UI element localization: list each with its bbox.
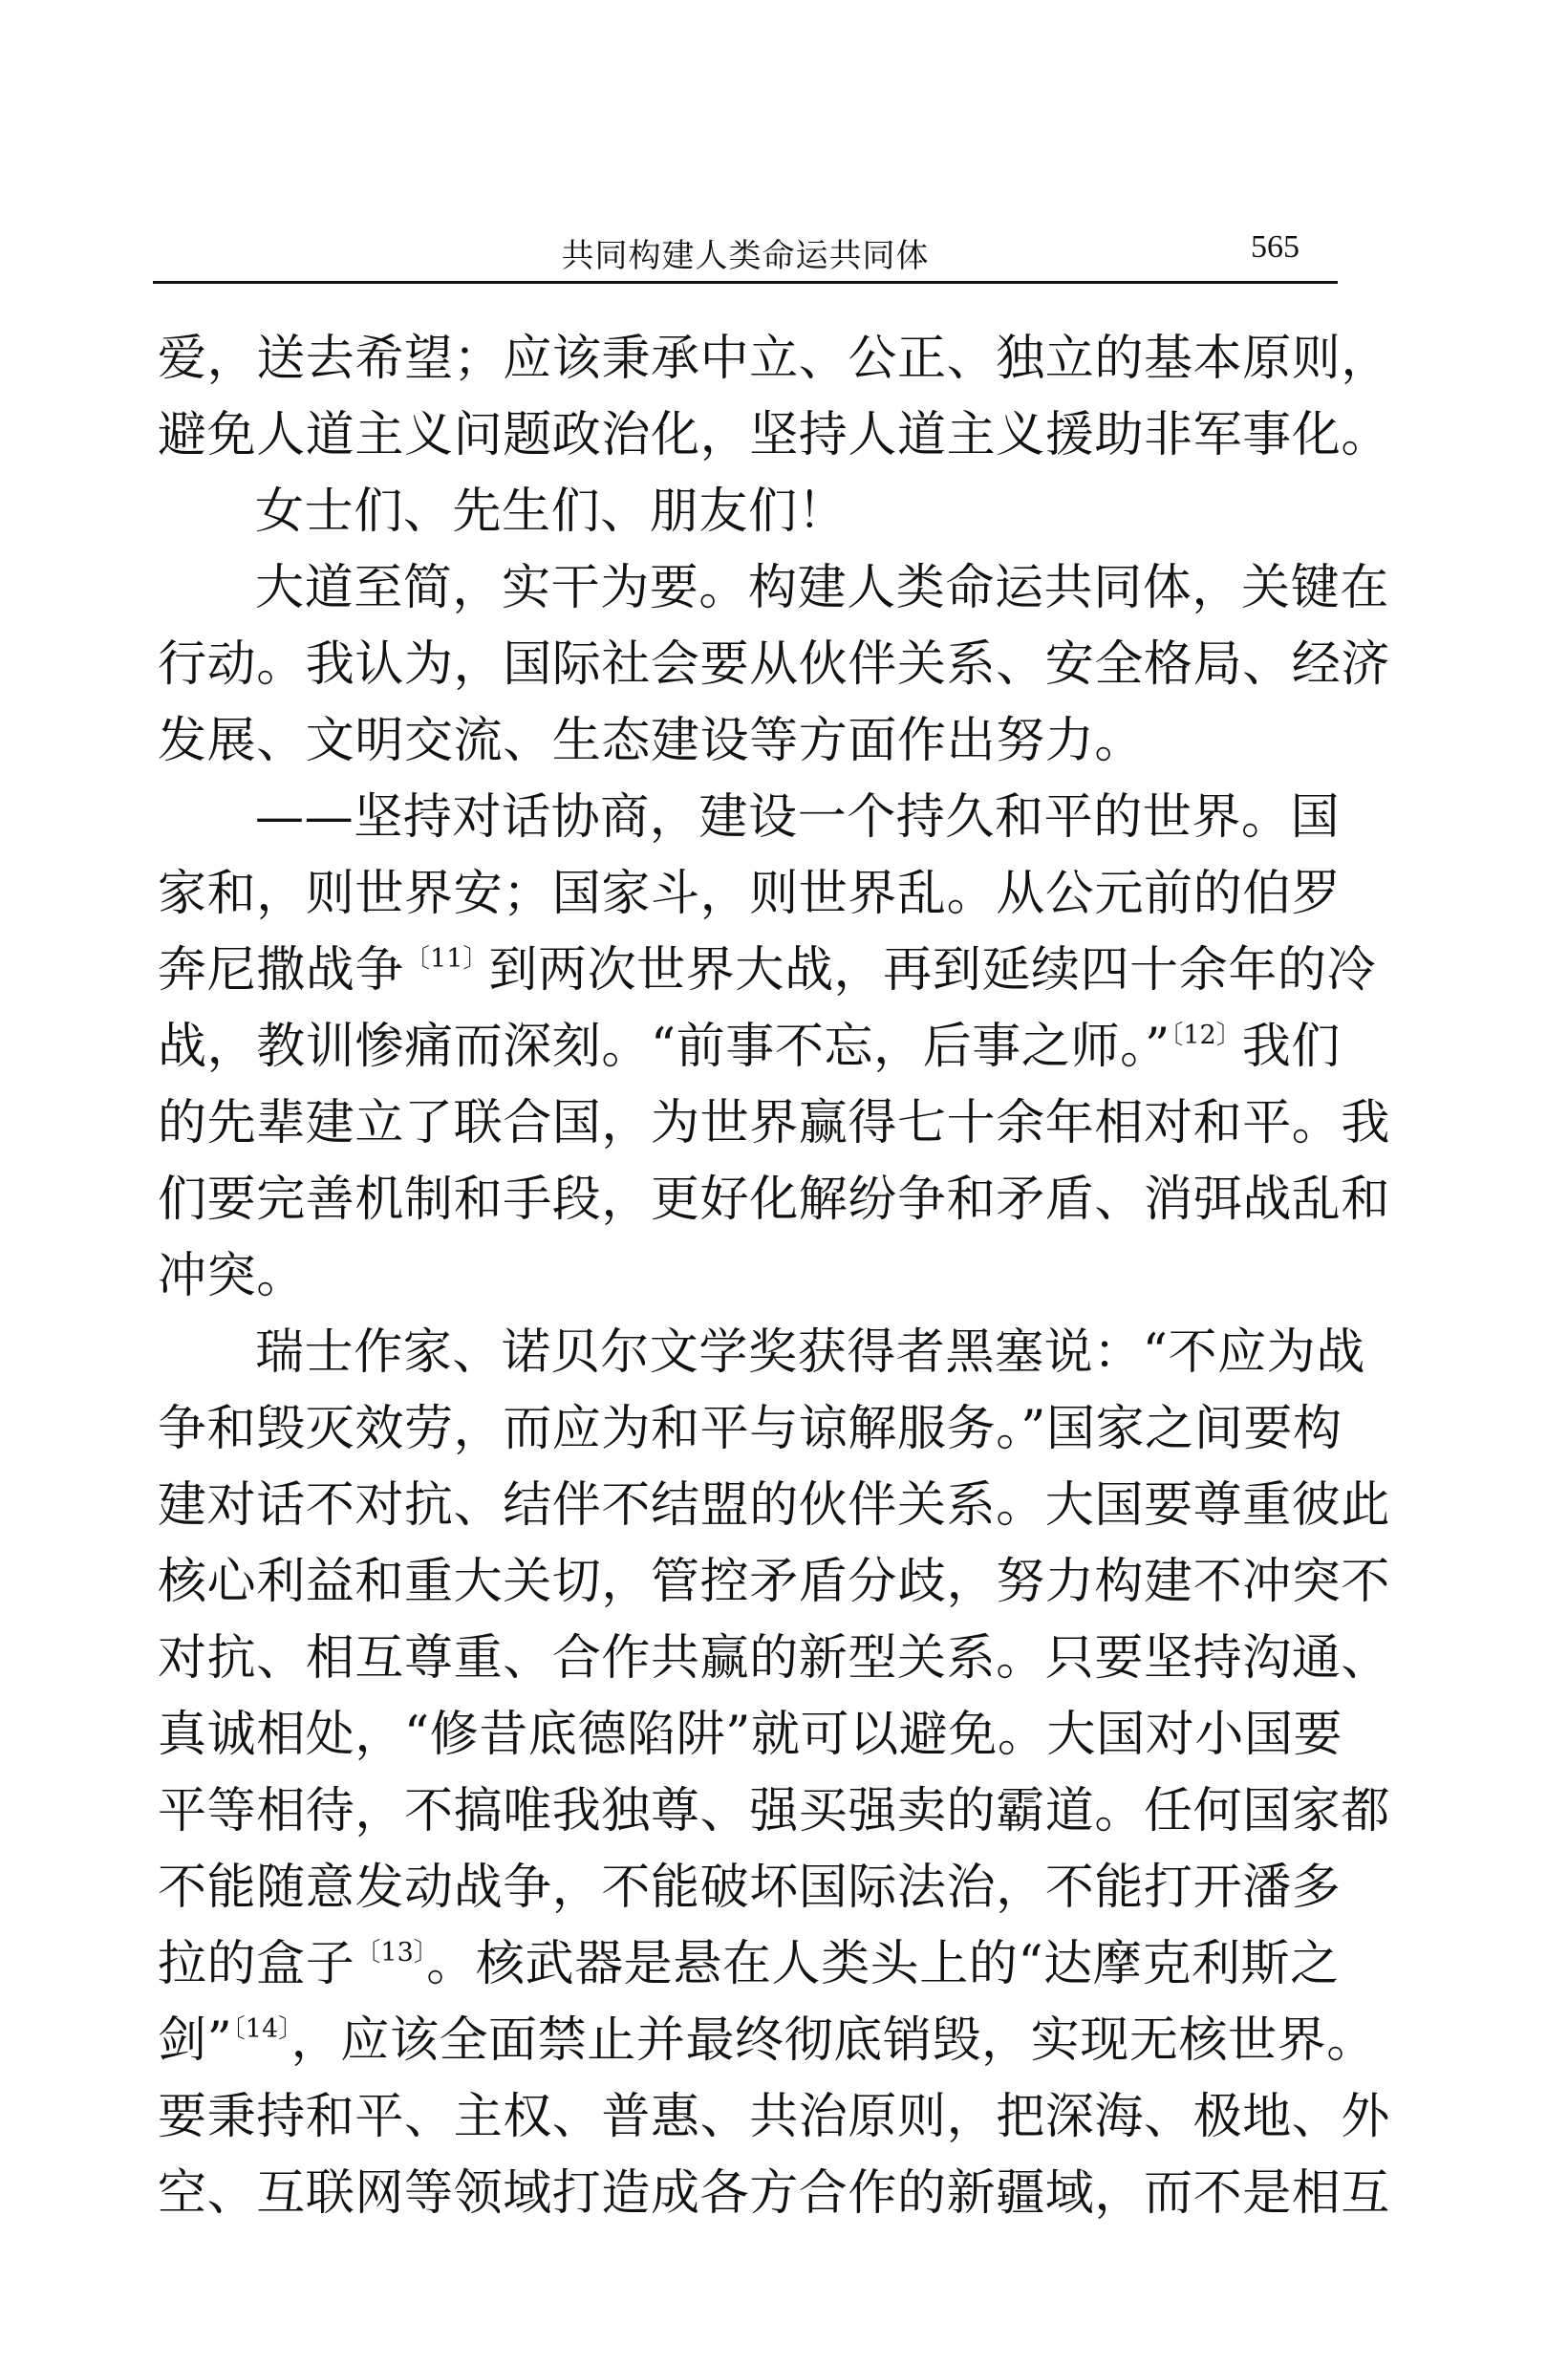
text-line: 大道至简，实干为要。构建人类命运共同体，关键在 (255, 560, 1389, 616)
footnote-ref-14: 〔14〕 (232, 2014, 291, 2044)
text-line (158, 933, 1377, 1009)
text-line: 发展、文明交流、生态建设等方面作出努力。 (158, 713, 1145, 769)
text-run: 拉的盒子 (158, 1936, 355, 1992)
text-line: 真诚相处，“修昔底德陷阱”就可以避免。大国对小国要 (158, 1707, 1343, 1763)
text-run: 到两次世界大战，再到延续四十余年的冷 (488, 942, 1377, 999)
footnote-ref-11: 〔11〕 (404, 944, 489, 974)
text-run: 奔尼撒战争 (158, 942, 405, 999)
text-line: 们要完善机制和手段，更好化解纷争和矛盾、消弭战乱和 (158, 1172, 1391, 1228)
running-header (153, 218, 1338, 285)
text-line: 核心利益和重大关切，管控矛盾分歧，努力构建不冲突不 (158, 1554, 1391, 1610)
text-line: 避免人道主义问题政治化，坚持人道主义援助非军事化。 (158, 407, 1391, 463)
text-line (158, 1009, 1341, 1086)
text-line: 不能随意发动战争，不能破坏国际法治，不能打开潘多 (158, 1860, 1342, 1916)
text-run: 剑” (158, 2012, 233, 2069)
text-line: 要秉持和平、主权、普惠、共治原则，把深海、极地、外 (158, 2089, 1391, 2145)
text-line (158, 1926, 1338, 2003)
text-line: 家和，则世界安；国家斗，则世界乱。从公元前的伯罗 (158, 866, 1342, 922)
body-text (158, 321, 1391, 2232)
text-line: 平等相待，不搞唯我独尊、强买强卖的霸道。任何国家都 (158, 1783, 1391, 1839)
text-line: 建对话不对抗、结伴不结盟的伙伴关系。大国要尊重彼此 (158, 1477, 1391, 1534)
text-line: ——坚持对话协商，建设一个持久和平的世界。国 (255, 789, 1341, 846)
text-line (158, 2003, 1376, 2079)
text-line: 女士们、先生们、朋友们！ (255, 484, 848, 540)
text-run: ，应该全面禁止并最终彻底销毁，实现无核世界。 (290, 2012, 1376, 2069)
text-line: 冲突。 (158, 1248, 306, 1304)
page-number: 565 (1251, 229, 1300, 265)
text-line: 的先辈建立了联合国，为世界赢得七十余年相对和平。我 (158, 1095, 1391, 1151)
text-line: 争和毁灭效劳，而应为和平与谅解服务。”国家之间要构 (158, 1401, 1342, 1457)
text-run: 。核武器是悬在人类头上的“达摩克利斯之 (426, 1936, 1340, 1992)
running-header-title: 共同构建人类命运共同体 (561, 237, 930, 275)
text-line: 爱，送去希望；应该秉承中立、公正、独立的基本原则， (158, 331, 1391, 387)
text-line: 空、互联网等领域打造成各方合作的新疆域，而不是相互 (158, 2165, 1391, 2222)
header-rule (153, 281, 1338, 284)
footnote-ref-12: 〔12〕 (1170, 1021, 1242, 1050)
footnote-ref-13: 〔13〕 (354, 1938, 427, 1968)
text-run: 我们 (1241, 1019, 1341, 1075)
text-run: 战，教训惨痛而深刻。“前事不忘，后事之师。” (158, 1019, 1171, 1075)
text-line: 瑞士作家、诺贝尔文学奖获得者黑塞说：“不应为战 (255, 1324, 1365, 1381)
text-line: 对抗、相互尊重、合作共赢的新型关系。只要坚持沟通、 (158, 1630, 1391, 1687)
text-line: 行动。我认为，国际社会要从伙伴关系、安全格局、经济 (158, 636, 1391, 693)
